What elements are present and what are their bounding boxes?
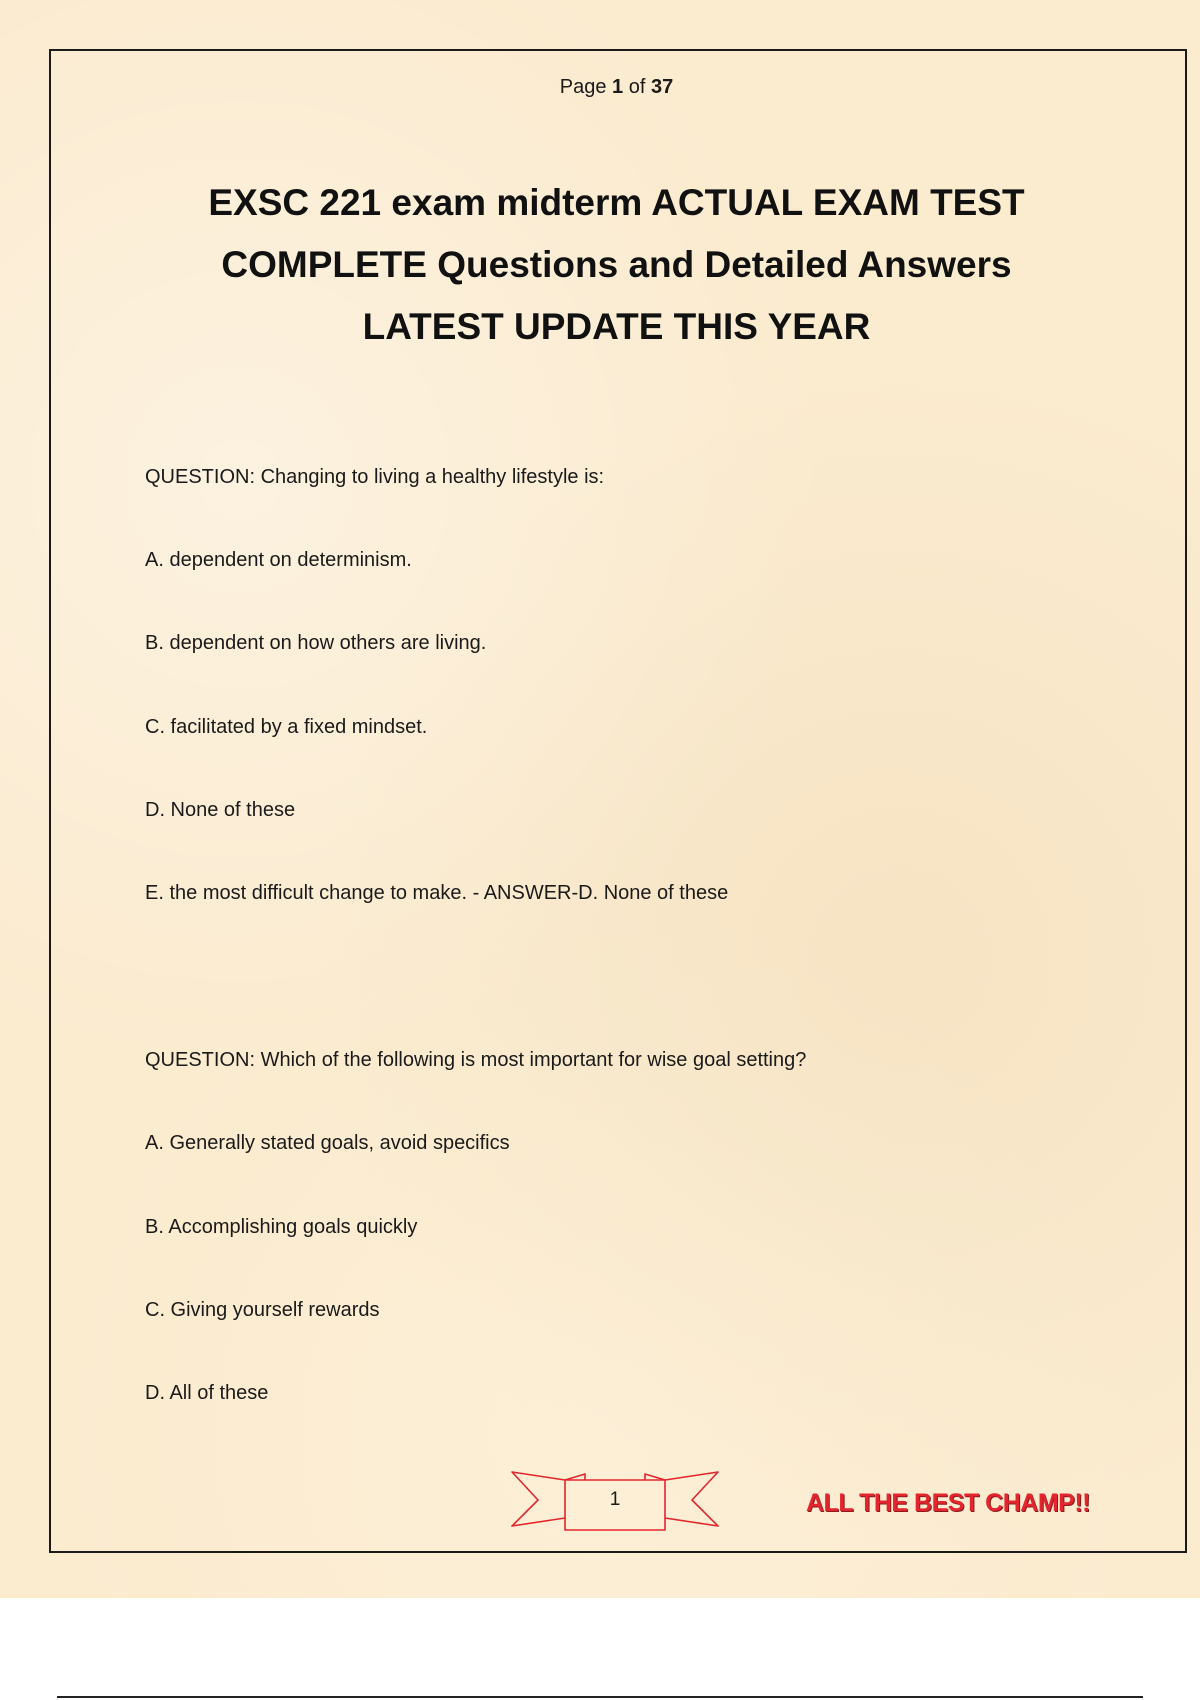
- question-2-option-a: A. Generally stated goals, avoid specifics: [145, 1132, 510, 1154]
- footer-divider: [57, 1696, 1143, 1698]
- question-2-text: QUESTION: Which of the following is most important for wise goal setting?: [145, 1049, 807, 1071]
- question-2-option-c: C. Giving yourself rewards: [145, 1299, 380, 1321]
- question-1-text: QUESTION: Changing to living a healthy lifestyle is:: [145, 466, 605, 488]
- question-1-option-d: D. None of these: [145, 799, 296, 821]
- question-1-option-a: A. dependent on determinism.: [145, 549, 412, 571]
- page-total: 37: [650, 76, 674, 98]
- page-number: 1: [609, 1489, 621, 1510]
- title-line-2: COMPLETE Questions and Detailed Answers: [221, 244, 1012, 285]
- page-number-banner: [510, 1466, 720, 1532]
- page-word: Page: [559, 76, 607, 98]
- question-1-option-e-with-answer: E. the most difficult change to make. - ANSWER-D. None of these: [145, 882, 729, 904]
- page-current: 1: [612, 76, 624, 98]
- of-word: of: [628, 76, 646, 98]
- question-2-option-d: D. All of these: [145, 1382, 269, 1404]
- question-1-option-c: C. facilitated by a fixed mindset.: [145, 716, 428, 738]
- page-counter: [0, 76, 1200, 99]
- document-title: [140, 172, 1093, 358]
- question-2-option-b: B. Accomplishing goals quickly: [145, 1216, 418, 1238]
- motto-text: ALL THE BEST CHAMP!!: [806, 1489, 1090, 1517]
- title-line-1: EXSC 221 exam midterm ACTUAL EXAM TEST: [208, 182, 1025, 223]
- question-1-option-b: B. dependent on how others are living.: [145, 632, 487, 654]
- title-line-3: LATEST UPDATE THIS YEAR: [362, 306, 871, 347]
